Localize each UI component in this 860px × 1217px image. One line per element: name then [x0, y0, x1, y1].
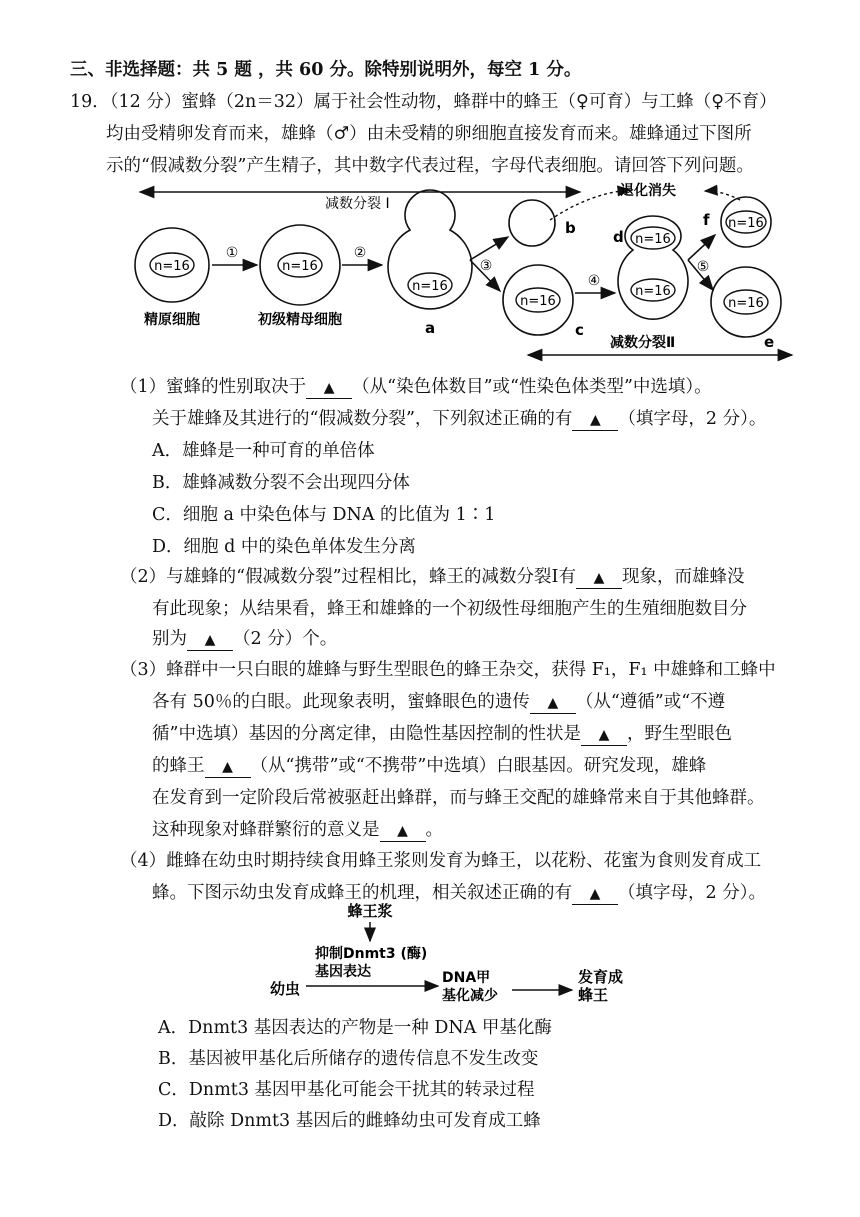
- part1-line2: 关于雄蜂及其进行的“假减数分裂”，下列叙述正确的有 ▲ （填字母，2 分）。: [152, 409, 767, 429]
- svg-text:n=16: n=16: [728, 216, 764, 231]
- queen-development-diagram: [260, 898, 680, 1008]
- step3-label: ③: [479, 258, 493, 274]
- part3-line2: 各有 50％的白眼。此现象表明，蜜蜂眼色的遗传 ▲ （从“遵循”或“不遵: [152, 692, 726, 712]
- degenerate-arrow: [550, 190, 630, 220]
- answer-blank[interactable]: ▲: [205, 757, 251, 778]
- part3-line6: 这种现象对蜂群繁衍的意义是 ▲ 。: [152, 820, 443, 840]
- part1-option-b: B．雄蜂减数分裂不会出现四分体: [152, 473, 410, 493]
- step2-label: ②: [353, 245, 367, 261]
- answer-blank[interactable]: ▲: [572, 884, 618, 905]
- section-header: 三、非选择题：共 5 题 ，共 60 分。除特别说明外，每空 1 分。: [70, 60, 582, 80]
- step1-label: ①: [225, 245, 239, 261]
- cell-c-label: c: [575, 321, 584, 339]
- part4-option-d: D．敲除 Dnmt3 基因后的雌蜂幼虫可发育成工蜂: [158, 1111, 541, 1131]
- part2-line3: 别为 ▲ （2 分）个。: [152, 629, 338, 649]
- part4-option-c: C．Dnmt3 基因甲基化可能会干扰其的转录过程: [158, 1080, 535, 1100]
- meiosis1-label: 减数分裂 I: [325, 196, 390, 212]
- answer-blank[interactable]: ▲: [530, 693, 576, 714]
- spermatogonium-label: 精原细胞: [144, 312, 200, 328]
- part3-line5: 在发育到一定阶段后常被驱赶出蜂群，而与蜂王交配的雄蜂常来自于其他蜂群。: [152, 788, 765, 808]
- answer-blank[interactable]: ▲: [306, 378, 352, 399]
- q19-intro-line1: 19．（12 分）蜜蜂（2n＝32）属于社会性动物，蜂群中的蜂王（♀可育）与工蜂（♀不育）: [70, 92, 777, 112]
- queen-label-1: 发育成: [578, 968, 624, 986]
- step5-label: ⑤: [696, 259, 710, 275]
- part3-line4: 的蜂王 ▲ （从“携带”或“不携带”中选填）白眼基因。研究发现，雄蜂: [152, 756, 707, 776]
- answer-blank[interactable]: ▲: [581, 725, 627, 746]
- q19-intro-line2: 均由受精卵发育而来，雄蜂（♂）由未受精的卵细胞直接发育而来。雄蜂通过下图所: [106, 124, 752, 144]
- q19-intro-line3: 示的“假减数分裂”产生精子，其中数字代表过程，字母代表细胞。请回答下列问题。: [106, 156, 754, 176]
- part4-line1: （4）雌蜂在幼虫时期持续食用蜂王浆则发育为蜂王，以花粉、花蜜为食则发育成工: [120, 851, 762, 871]
- degenerate-label: 退化消失: [620, 183, 676, 199]
- cell-f-label: f: [703, 211, 710, 229]
- cell-d-label: d: [613, 228, 624, 246]
- dna-methylation-label-2: 基化减少: [442, 988, 498, 1004]
- dna-methylation-label-1: DNA甲: [442, 970, 491, 986]
- larva-label: 幼虫: [270, 980, 301, 998]
- primary-spermatocyte-label: 初级精母细胞: [258, 312, 342, 328]
- svg-text:n=16: n=16: [282, 259, 318, 274]
- svg-text:n=16: n=16: [520, 294, 556, 309]
- svg-text:n=16: n=16: [728, 296, 764, 311]
- pseudo-meiosis-diagram: [120, 175, 800, 365]
- part1-option-d: D．细胞 d 中的染色单体发生分离: [152, 537, 416, 557]
- royal-jelly-label: 蜂王浆: [347, 902, 393, 920]
- inhibit-label-1: 抑制Dnmt3 (酶): [315, 946, 428, 962]
- step3-arrow-up: [470, 237, 508, 260]
- answer-blank[interactable]: ▲: [187, 630, 233, 651]
- part4-line2: 蜂。下图示幼虫发育成蜂王的机理，相关叙述正确的有 ▲ （填字母，2 分）。: [152, 883, 766, 903]
- part3-line1: （3）蜂群中一只白眼的雄蜂与野生型眼色的蜂王杂交，获得 F₁，F₁ 中雄蜂和工蜂中: [120, 660, 776, 680]
- svg-text:n=16: n=16: [635, 284, 671, 299]
- part2-line1: （2）与雄蜂的“假减数分裂”过程相比，蜂王的减数分裂I有 ▲ 现象，而雄蜂没: [120, 567, 745, 587]
- svg-text:n=16: n=16: [635, 232, 671, 247]
- answer-blank[interactable]: ▲: [576, 568, 622, 589]
- part1-option-a: A．雄蜂是一种可育的单倍体: [152, 441, 375, 461]
- part2-line2: 有此现象；从结果看，蜂王和雄蜂的一个初级性母细胞产生的生殖细胞数目分: [152, 599, 747, 619]
- part3-line3: 循”中选填）基因的分离定律，由隐性基因控制的性状是 ▲ ，野生型眼色: [152, 724, 732, 744]
- inhibit-label-2: 基因表达: [315, 964, 371, 980]
- degenerate-arrow-2: [705, 191, 740, 200]
- svg-text:n=16: n=16: [412, 279, 448, 294]
- queen-label-2: 蜂王: [578, 986, 609, 1004]
- cell-a-label: a: [424, 319, 436, 337]
- cell-e-label: e: [764, 333, 775, 351]
- step5-arrow-up: [688, 235, 715, 260]
- part4-option-a: A．Dnmt3 基因表达的产物是一种 DNA 甲基化酶: [158, 1018, 552, 1038]
- part4-option-b: B．基因被甲基化后所储存的遗传信息不发生改变: [158, 1049, 539, 1069]
- svg-text:n=16: n=16: [154, 259, 190, 274]
- cell-b: [509, 200, 555, 246]
- answer-blank[interactable]: ▲: [572, 410, 618, 431]
- cell-b-label: b: [565, 219, 576, 237]
- part1-option-c: C．细胞 a 中染色体与 DNA 的比值为 1∶1: [152, 505, 496, 525]
- answer-blank[interactable]: ▲: [380, 821, 426, 842]
- part1-line1: （1）蜜蜂的性别取决于 ▲ （从“染色体数目”或“性染色体类型”中选填）。: [120, 377, 712, 397]
- step4-label: ④: [587, 273, 601, 289]
- meiosis2-label: 减数分裂Ⅱ: [610, 335, 676, 351]
